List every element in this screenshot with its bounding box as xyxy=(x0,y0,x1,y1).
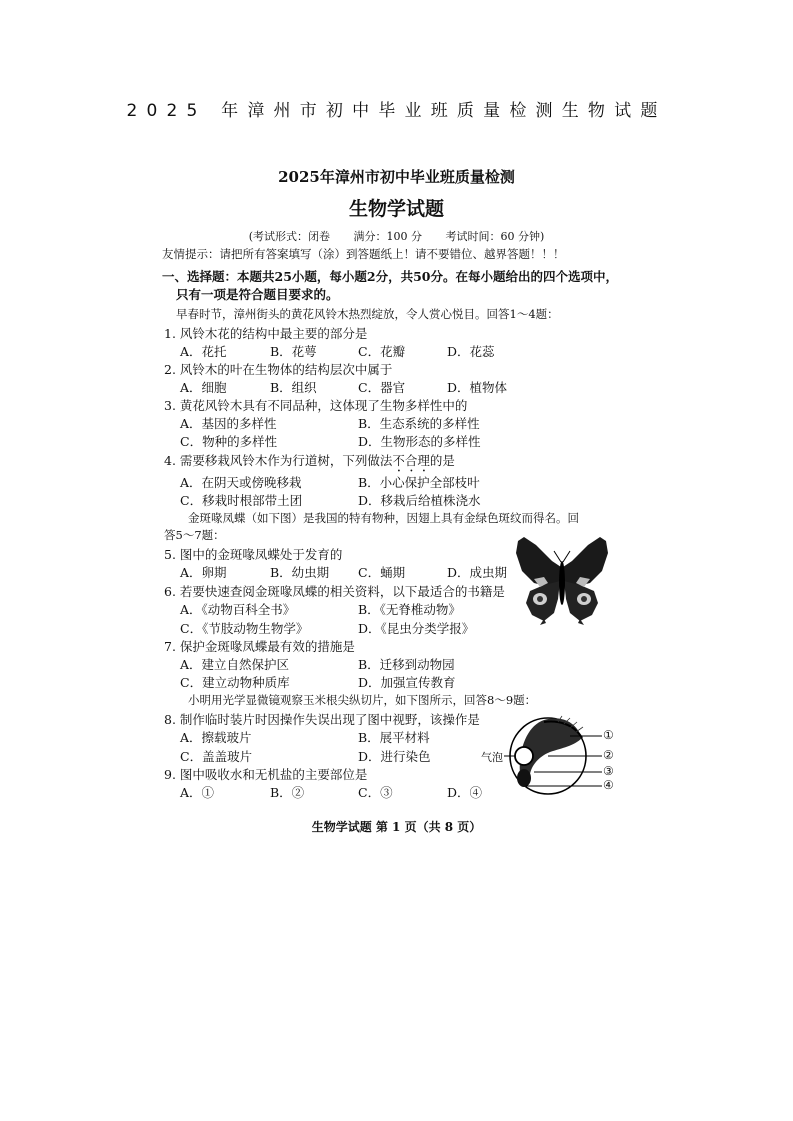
q4-stem-emphasis: 不合理 xyxy=(392,453,430,468)
label-1: ① xyxy=(603,728,614,742)
q7-option-d: D．加强宣传教育 xyxy=(358,675,456,690)
q4-option-b: B．小心保护全部枝叶 xyxy=(358,475,480,490)
q3-option-a: A．基因的多样性 xyxy=(180,416,277,431)
question-9-stem: 9. 图中吸收水和无机盐的主要部位是 xyxy=(164,767,368,782)
question-5-stem: 5. 图中的金斑喙凤蝶处于发育的 xyxy=(164,547,343,562)
label-4: ④ xyxy=(603,778,614,792)
exam-time: 考试时间：60 分钟) xyxy=(445,230,545,243)
q3-option-b: B．生态系统的多样性 xyxy=(358,416,480,431)
friendly-tip: 友情提示：请把所有答案填写（涂）到答题纸上！请不要错位、越界答题！！！ xyxy=(162,247,565,261)
question-8-stem: 8. 制作临时装片时因操作失误出现了图中视野，该操作是 xyxy=(164,712,480,727)
page-footer: 生物学试题 第 1 页（共 8 页） xyxy=(311,820,482,834)
q1-option-c: C．花瓣 xyxy=(358,344,406,359)
q2-option-b: B．组织 xyxy=(270,380,317,395)
q5-option-b: B．幼虫期 xyxy=(270,565,330,580)
question-4-stem xyxy=(164,451,455,475)
butterfly-figure xyxy=(514,535,610,625)
section1-heading-cont: 只有一项是符合题目要求的。 xyxy=(176,287,339,302)
q9-option-d: D．④ xyxy=(447,785,483,800)
q7-option-c: C．建立动物种质库 xyxy=(180,675,290,690)
q4-option-a: A．在阴天或傍晚移栽 xyxy=(180,475,302,490)
q2-option-d: D．植物体 xyxy=(447,380,508,395)
section1-heading: 一、选择题：本题共25小题，每小题2分，共50分。在每小题给出的四个选项中， xyxy=(162,269,618,284)
q4-stem-post: 的是 xyxy=(429,453,455,468)
label-2: ② xyxy=(603,748,614,762)
q4-stem-pre: 4. 需要移栽风铃木作为行道树，下列做法 xyxy=(164,453,393,468)
document-header: 2025 年漳州市初中毕业班质量检测生物试题 xyxy=(126,101,667,121)
passage-3: 小明用光学显微镜观察玉米根尖纵切片，如下图所示，回答8～9题： xyxy=(188,693,537,707)
q3-option-d: D．生物形态的多样性 xyxy=(358,434,481,449)
q4-option-d: D．移栽后给植株浇水 xyxy=(358,493,481,508)
q4-option-c: C．移栽时根部带土团 xyxy=(180,493,303,508)
q7-option-b: B．迁移到动物园 xyxy=(358,657,455,672)
q6-option-c: C．《节肢动物生物学》 xyxy=(180,621,309,636)
bubble-label: 气泡 xyxy=(481,751,503,764)
q8-option-d: D．进行染色 xyxy=(358,749,431,764)
q3-option-c: C．物种的多样性 xyxy=(180,434,278,449)
exam-score: 满分：100 分 xyxy=(353,230,422,243)
question-3-stem: 3. 黄花风铃木具有不同品种，这体现了生物多样性中的 xyxy=(164,398,468,413)
question-7-stem: 7. 保护金斑喙凤蝶最有效的措施是 xyxy=(164,639,355,654)
q5-option-a: A．卵期 xyxy=(180,565,227,580)
exam-title: 2025年漳州市初中毕业班质量检测 xyxy=(278,168,515,186)
q1-option-d: D．花蕊 xyxy=(447,344,495,359)
subject-title: 生物学试题 xyxy=(348,198,444,220)
exam-info xyxy=(0,228,793,244)
q6-option-a: A．《动物百科全书》 xyxy=(180,602,296,617)
q8-option-a: A．擦载玻片 xyxy=(180,730,252,745)
q9-option-b: B．② xyxy=(270,785,305,800)
q5-option-c: C．蛹期 xyxy=(358,565,406,580)
q8-option-b: B．展平材料 xyxy=(358,730,430,745)
q9-option-c: C．③ xyxy=(358,785,393,800)
q8-option-c: C．盖盖玻片 xyxy=(180,749,253,764)
q9-option-a: A．① xyxy=(180,785,215,800)
q6-option-d: D．《昆虫分类学报》 xyxy=(358,621,475,636)
q5-option-d: D．成虫期 xyxy=(447,565,508,580)
q7-option-a: A．建立自然保护区 xyxy=(180,657,290,672)
question-1-stem: 1. 风铃木花的结构中最主要的部分是 xyxy=(164,326,368,341)
q6-option-b: B．《无脊椎动物》 xyxy=(358,602,461,617)
q1-option-b: B．花萼 xyxy=(270,344,317,359)
passage-2-cont: 答5～7题： xyxy=(164,528,225,542)
q2-option-c: C．器官 xyxy=(358,380,406,395)
q2-option-a: A．细胞 xyxy=(180,380,227,395)
passage-1: 早春时节，漳州街头的黄花风铃木热烈绽放，令人赏心悦目。回答1～4题： xyxy=(176,307,559,321)
q1-option-a: A．花托 xyxy=(180,344,227,359)
label-3: ③ xyxy=(603,764,614,778)
question-2-stem: 2. 风铃木的叶在生物体的结构层次中属于 xyxy=(164,362,393,377)
exam-form: (考试形式：闭卷 xyxy=(248,230,330,243)
question-6-stem: 6. 若要快速查阅金斑喙凤蝶的相关资料，以下最适合的书籍是 xyxy=(164,584,505,599)
passage-2: 金斑喙凤蝶（如下图）是我国的特有物种，因翅上具有金绿色斑纹而得名。回 xyxy=(188,511,579,525)
